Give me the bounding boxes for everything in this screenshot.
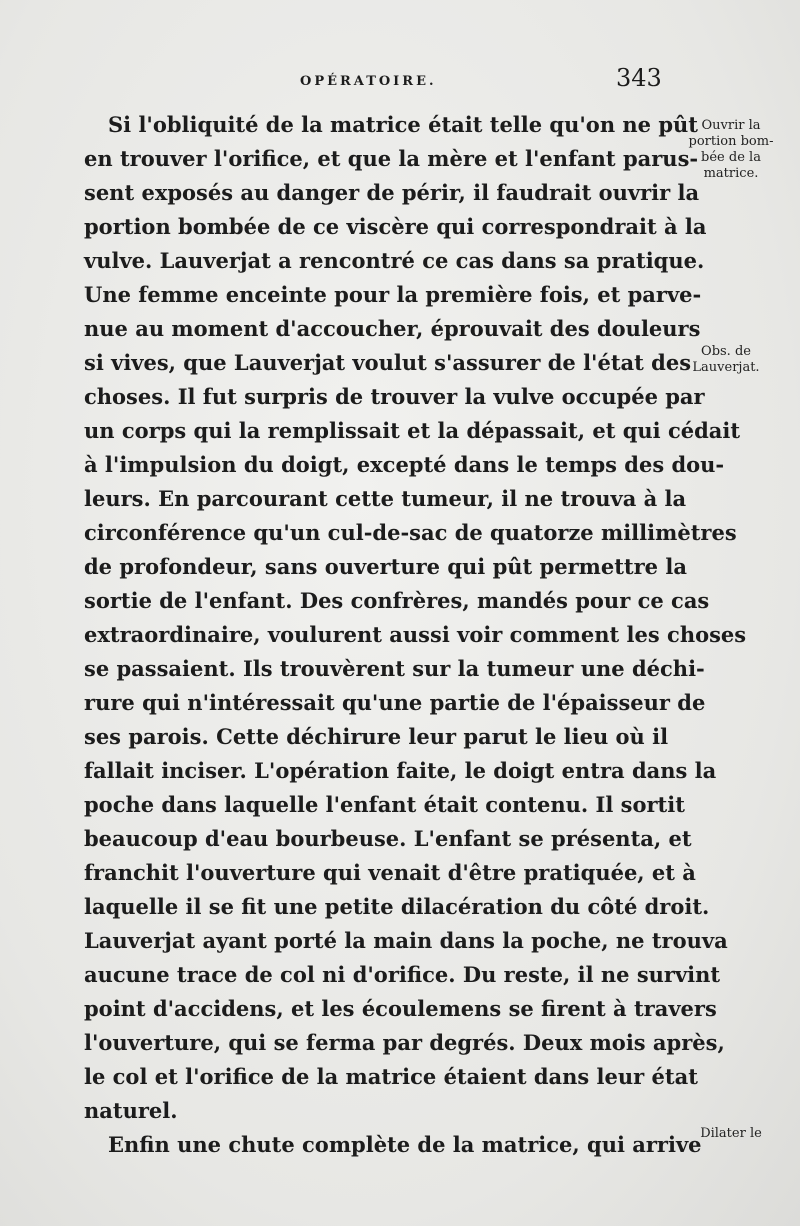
text-line: Enfin une chute complète de la matrice, qui arrive xyxy=(108,1132,702,1157)
text-line: en trouver l'orifice, et que la mère et l'enfant parus- xyxy=(84,146,699,171)
margin-note: Ouvrir la portion bom- bée de la matrice. xyxy=(688,118,774,181)
text-line: ses parois. Cette déchirure leur parut le lieu où il xyxy=(84,724,669,749)
text-line: fallait inciser. L'opération faite, le doigt entra dans la xyxy=(84,758,717,783)
text-line: aucune trace de col ni d'orifice. Du reste, il ne survint xyxy=(84,962,721,987)
text-line: se passaient. Ils trouvèrent sur la tumeur une déchi- xyxy=(84,656,705,681)
text-line: nue au moment d'accoucher, éprouvait des douleurs xyxy=(84,316,701,341)
text-line: beaucoup d'eau bourbeuse. L'enfant se présenta, et xyxy=(84,826,692,851)
text-line: franchit l'ouverture qui venait d'être pratiquée, et à xyxy=(84,860,696,885)
text-line: point d'accidens, et les écoulemens se firent à travers xyxy=(84,996,717,1021)
text-line: Si l'obliquité de la matrice était telle qu'on ne pût xyxy=(108,112,698,137)
text-line: circonférence qu'un cul-de-sac de quatorze millimètres xyxy=(84,520,737,545)
text-line: extraordinaire, voulurent aussi voir comment les choses xyxy=(84,622,747,647)
text-line: un corps qui la remplissait et la dépassait, et qui cédait xyxy=(84,418,741,443)
text-line: si vives, que Lauverjat voulut s'assurer de l'état des xyxy=(84,350,692,375)
margin-note: Dilater le xyxy=(700,1126,762,1141)
text-line: Lauverjat ayant porté la main dans la poche, ne trouva xyxy=(84,928,728,953)
margin-note: Obs. de Lauverjat. xyxy=(692,344,760,375)
text-line: choses. Il fut surpris de trouver la vulve occupée par xyxy=(84,384,705,409)
text-line: naturel. xyxy=(84,1098,178,1123)
text-line: Une femme enceinte pour la première fois, et parve- xyxy=(84,282,702,307)
text-line: leurs. En parcourant cette tumeur, il ne trouva à la xyxy=(84,486,687,511)
text-line: l'ouverture, qui se ferma par degrés. Deux mois après, xyxy=(84,1030,725,1055)
text-line: rure qui n'intéressait qu'une partie de l'épaisseur de xyxy=(84,690,706,715)
text-line: vulve. Lauverjat a rencontré ce cas dans sa pratique. xyxy=(84,248,705,273)
text-line: à l'impulsion du doigt, excepté dans le temps des dou- xyxy=(84,452,725,477)
text-line: portion bombée de ce viscère qui correspondrait à la xyxy=(84,214,707,239)
page-number: 343 xyxy=(616,64,662,92)
text-line: le col et l'orifice de la matrice étaient dans leur état xyxy=(84,1064,698,1089)
text-line: laquelle il se fit une petite dilacération du côté droit. xyxy=(84,894,710,919)
text-line: de profondeur, sans ouverture qui pût permettre la xyxy=(84,554,687,579)
text-line: sortie de l'enfant. Des confrères, mandés pour ce cas xyxy=(84,588,710,613)
running-head: OPÉRATOIRE. xyxy=(300,74,437,89)
text-line: poche dans laquelle l'enfant était contenu. Il sortit xyxy=(84,792,685,817)
text-line: sent exposés au danger de périr, il faudrait ouvrir la xyxy=(84,180,700,205)
